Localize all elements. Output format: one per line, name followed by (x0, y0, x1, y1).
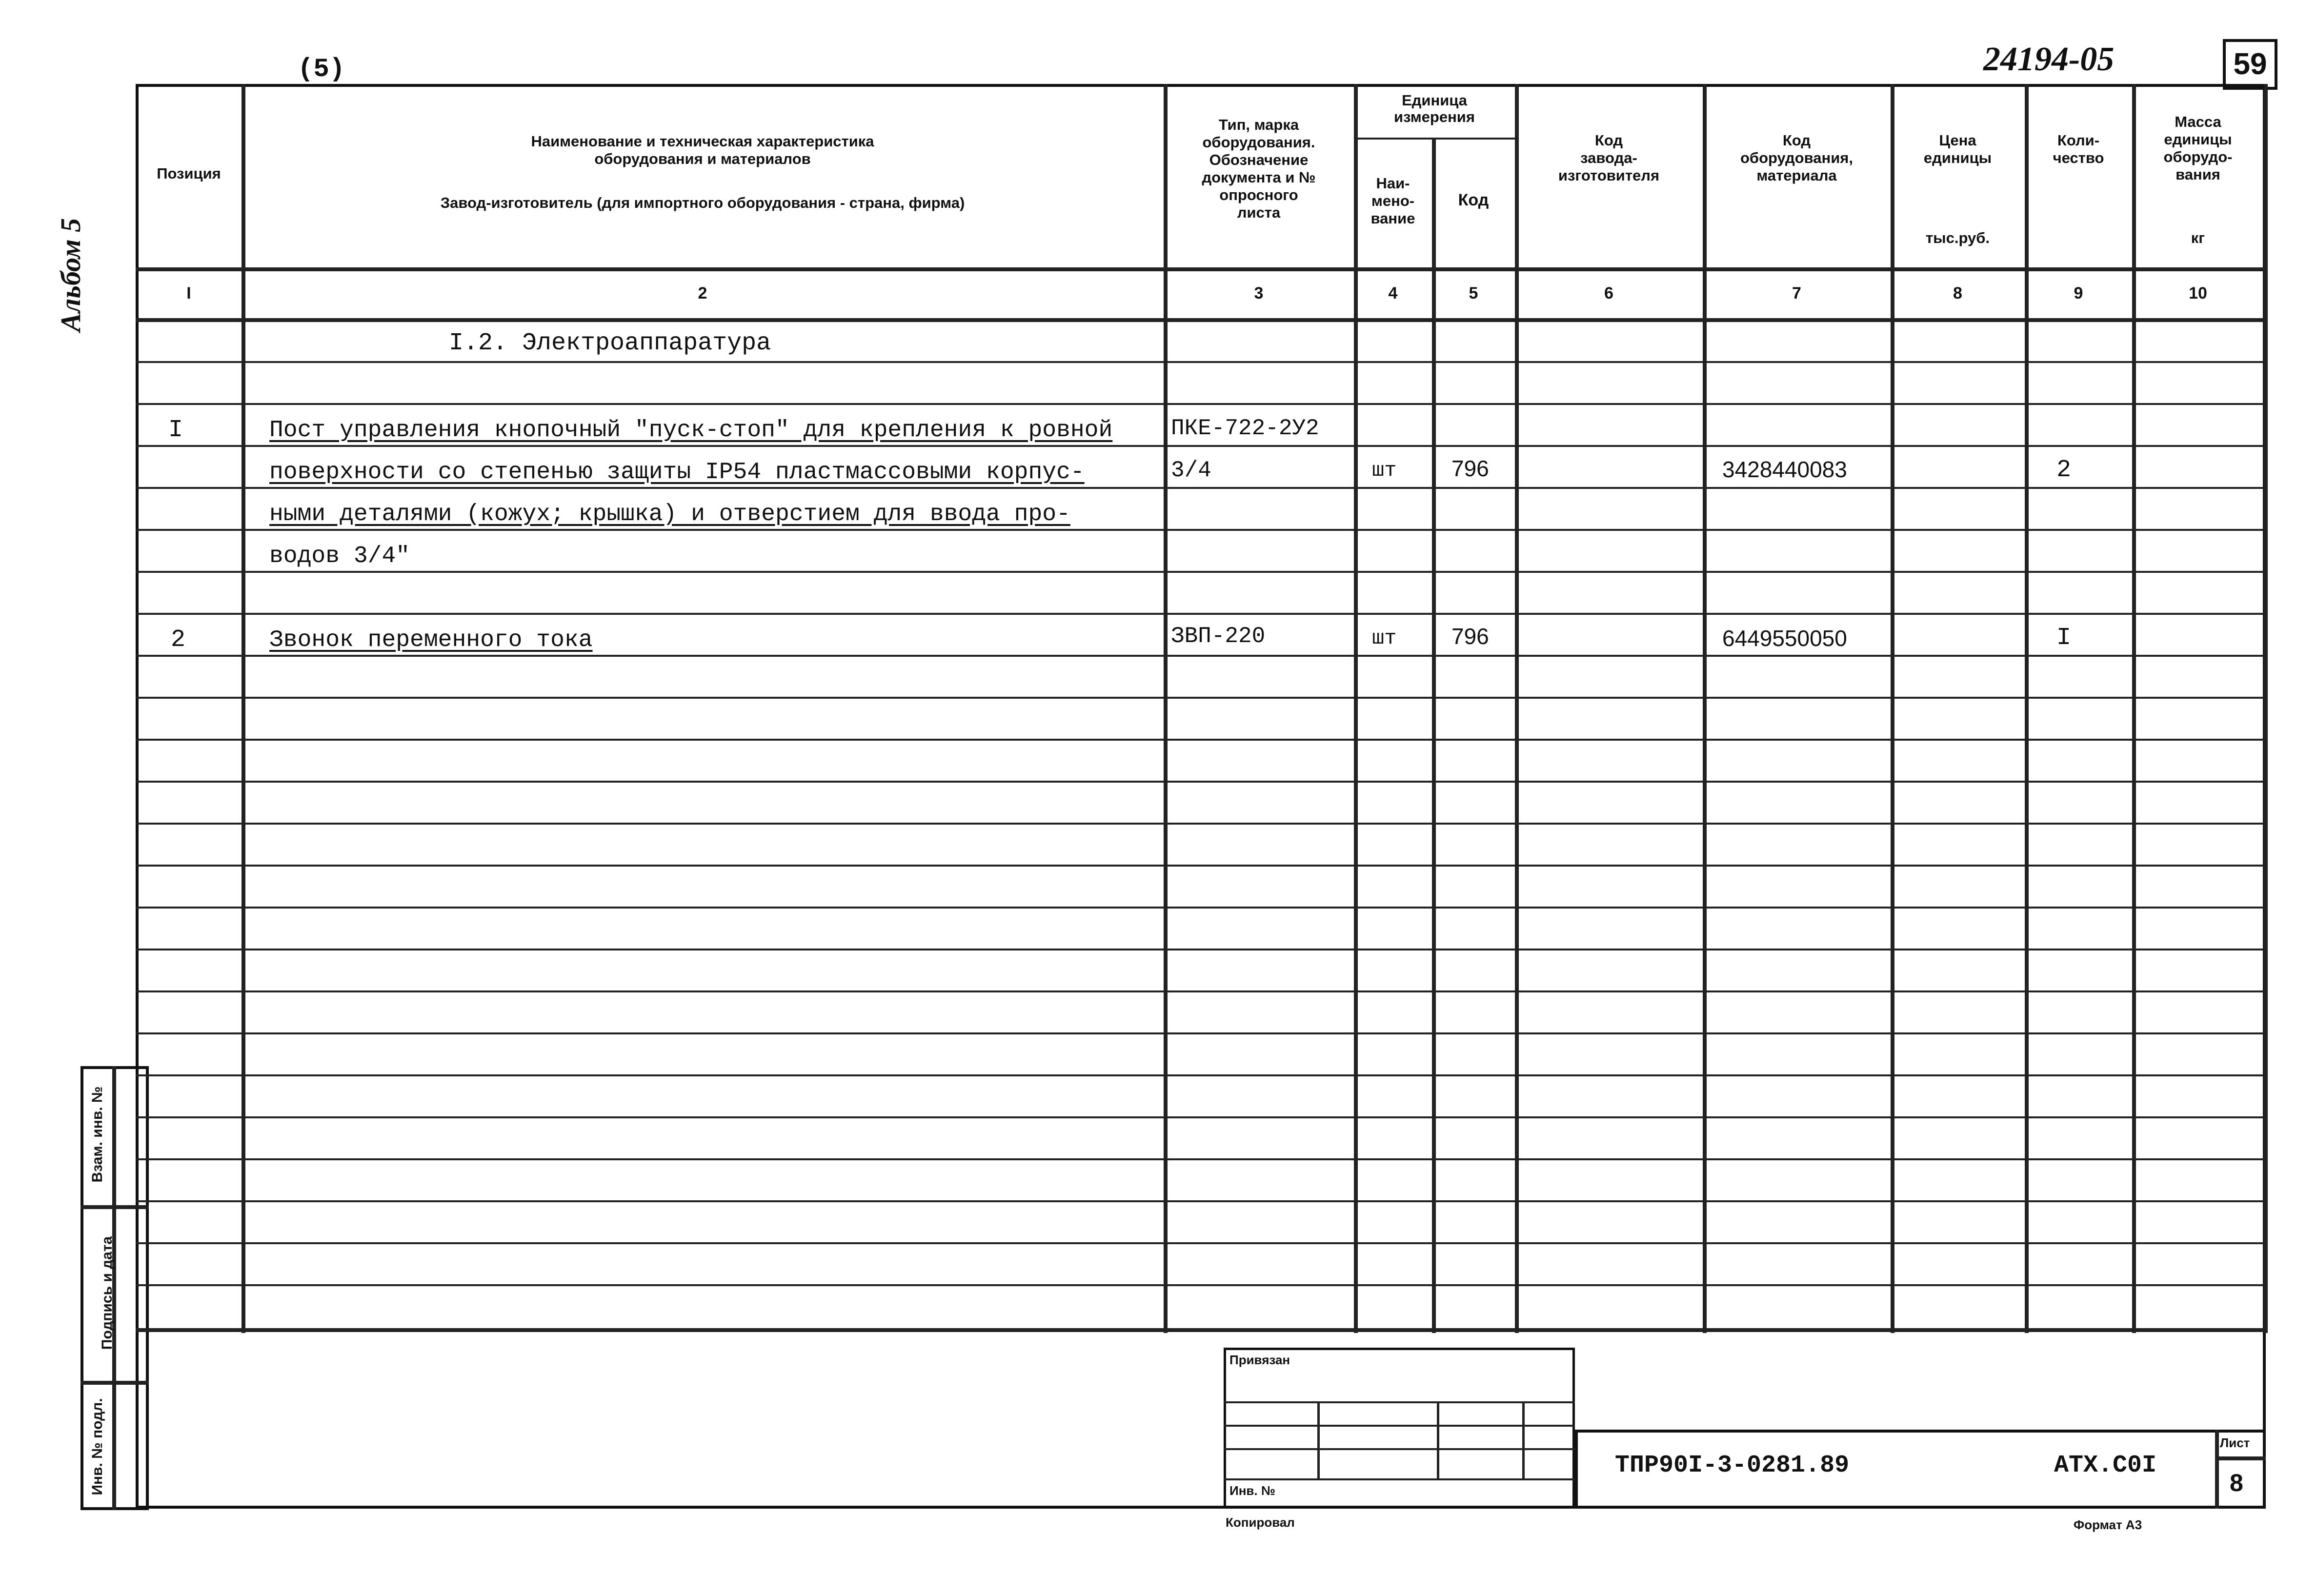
item1-unit-code: 796 (1451, 456, 1489, 481)
header-type-line5: опросного (1219, 186, 1298, 203)
header-mass-line2: единицы (2164, 131, 2232, 148)
header-price-line1: Цена (1939, 132, 1976, 149)
header-plant-line2: завода- (1580, 149, 1637, 166)
header-position: Позиция (157, 165, 221, 182)
col-number-5: 5 (1469, 284, 1478, 303)
header-plant-line3: изготовителя (1558, 167, 1660, 184)
page-number: 59 (2233, 47, 2267, 81)
header-mass-line3: оборудо- (2163, 148, 2233, 165)
header-type-line3: Обозначение (1209, 151, 1309, 168)
header-equip-line2: оборудования, (1740, 149, 1853, 166)
col-number-4: 4 (1388, 284, 1398, 303)
header-name-line3: Завод-изготовитель (для импортного оборудования - страна, фирма) (440, 194, 965, 211)
section-title: I.2. Электроаппаратура (449, 329, 771, 357)
item1-equip-code: 3428440083 (1722, 457, 1847, 482)
document-number: 24194-05 (1983, 40, 2115, 78)
side-box-replace-inv: Взам. инв. № (89, 1086, 105, 1183)
header-unit-name2: мено- (1371, 192, 1415, 209)
col-number-3: 3 (1254, 284, 1264, 303)
item1-position: I (168, 416, 183, 444)
item2-unit-name: шт (1372, 626, 1397, 650)
item2-name-line1: Звонок переменного тока (269, 627, 593, 653)
header-price-line2: единицы (1923, 149, 1992, 166)
item1-name-line4: водов 3/4" (269, 543, 410, 569)
section-mark: (5) (298, 55, 345, 84)
header-mass-line1: Масса (2175, 113, 2221, 130)
stamp-doc-code: ТПР90I-3-0281.89 (1615, 1452, 1850, 1479)
header-equip-line3: материала (1756, 167, 1837, 184)
header-unit-name3: вание (1370, 210, 1415, 227)
item1-unit-name: шт (1372, 459, 1397, 482)
stamp-inv-label: Инв. № (1229, 1483, 1275, 1498)
header-unit-top1: Единица (1402, 92, 1467, 109)
header-type-line4: документа и № (1202, 169, 1316, 186)
col-number-7: 7 (1792, 284, 1801, 303)
album-label: Альбом 5 (55, 218, 86, 332)
col-number-10: 10 (2189, 284, 2207, 303)
col-number-9: 9 (2074, 284, 2083, 303)
item1-qty: 2 (2056, 456, 2072, 484)
header-name-line1: Наименование и техническая характеристика (531, 133, 874, 150)
header-equip-line1: Код (1782, 132, 1811, 149)
header-unit-top2: измерения (1394, 108, 1475, 125)
item1-type-line1: ПКЕ-722-2У2 (1171, 416, 1319, 441)
item2-equip-code: 6449550050 (1722, 626, 1847, 651)
stamp-sheet-number: 8 (2230, 1469, 2243, 1496)
item2-qty: I (2056, 624, 2072, 652)
item1-type-line2: 3/4 (1171, 458, 1211, 483)
item2-type-line1: ЗВП-220 (1171, 624, 1266, 649)
col-number-1: I (186, 284, 191, 303)
stamp-privyazan-label: Привязан (1229, 1353, 1290, 1367)
header-plant-line1: Код (1594, 132, 1623, 149)
header-name-line2: оборудования и материалов (594, 150, 811, 167)
side-box-signature-date: Подпись и дата (99, 1236, 115, 1350)
side-box-orig-inv: Инв. № подл. (89, 1398, 105, 1495)
stamp-sheet-code: АТХ.С0I (2054, 1452, 2157, 1479)
item2-position: 2 (171, 626, 186, 654)
item1-name-line1: Пост управления кнопочный "пуск-стоп" для крепления к ровной (269, 417, 1113, 444)
footer-format: Формат А3 (2074, 1517, 2142, 1532)
page-number-box (2223, 39, 2277, 90)
col-number-8: 8 (1953, 284, 1962, 303)
header-type-line6: листа (1237, 204, 1281, 221)
header-price-unit: тыс.руб. (1925, 229, 1990, 246)
header-type-line2: оборудования. (1202, 134, 1315, 151)
header-type-line1: Тип, марка (1218, 116, 1299, 133)
header-unit-name1: Наи- (1376, 175, 1410, 192)
header-mass-unit: кг (2191, 229, 2205, 246)
header-qty-line1: Коли- (2057, 132, 2100, 149)
header-unit-code: Код (1458, 191, 1489, 209)
item2-unit-code: 796 (1451, 624, 1489, 649)
col-number-2: 2 (698, 284, 707, 303)
footer-copied: Копировал (1226, 1515, 1295, 1530)
stamp-sheet-label: Лист (2220, 1435, 2250, 1450)
item1-name-line2: поверхности со степенью защиты IP54 пластмассовыми корпус- (269, 459, 1085, 485)
header-qty-line2: чество (2053, 149, 2104, 166)
header-mass-line4: вания (2176, 166, 2220, 183)
item1-name-line3: ными деталями (кожух; крышка) и отверстием для ввода про- (269, 501, 1070, 527)
col-number-6: 6 (1604, 284, 1613, 303)
